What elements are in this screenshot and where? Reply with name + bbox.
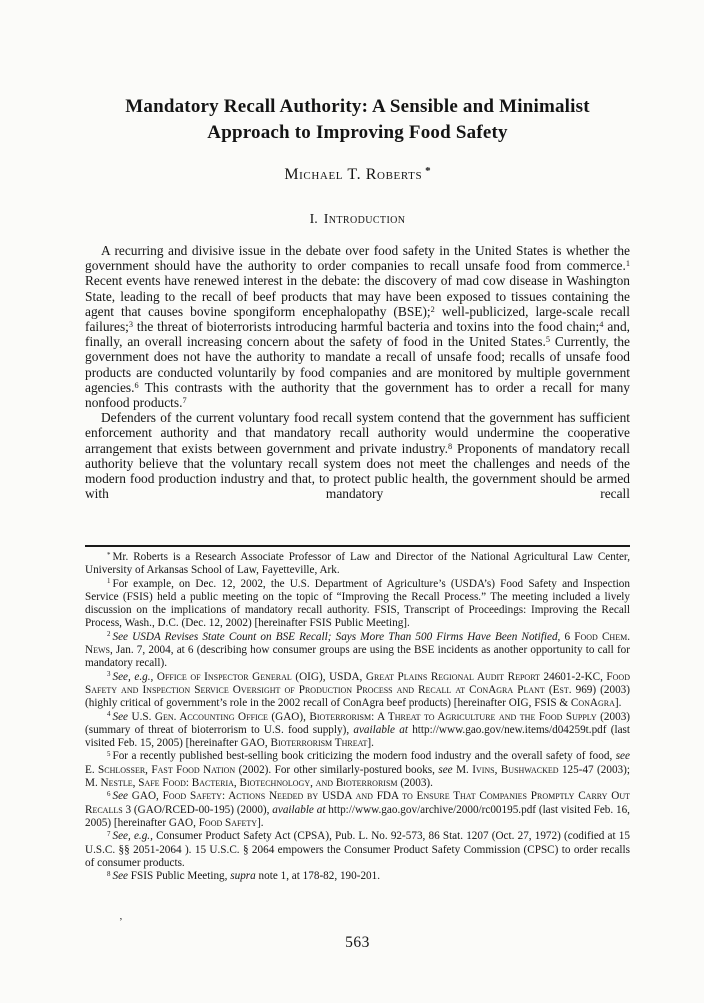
footnote-marker: 4 xyxy=(107,710,111,719)
text-run: Consumer Product Safety Act (CPSA), Pub. L. No. 92-573, 86 Stat. 1207 (Oct. 27, 1972) (codified at 15 U.S.C. §§ 2051-2064 ). 15 U.S.C. § 2064 empowers the Consumer Product Safety Commission (CPSC) to order recalls of consumer products. xyxy=(85,830,630,869)
footnote-marker: 1 xyxy=(107,577,111,586)
text-run: http://www.gao.gov/new.items/d04259t.pdf (last visited Feb. 15, 2005) [hereinafter GAO, xyxy=(85,723,630,750)
footnote-marker: 2 xyxy=(107,630,111,639)
article-title: Mandatory Recall Authority: A Sensible and Minimalist Approach to Improving Food Safety xyxy=(125,96,590,143)
text-run: 6 xyxy=(134,380,139,390)
text-run: See xyxy=(112,710,128,723)
text-run: See, e.g., xyxy=(112,670,157,683)
text-run: Nestle, Safe Food: Bacteria, Biotechnology, and Bioterrorism xyxy=(100,777,398,790)
text-run: Currently, the government does not have the authority to mandate a recall of unsafe food; recalls of unsafe food products are conducted voluntarily by food companies and are monitored by multiple government agencies. xyxy=(85,334,630,395)
text-run: This contrasts with the authority that the government has to order a recall for many nonfood products. xyxy=(85,379,630,411)
section-heading xyxy=(85,211,630,229)
text-run: See xyxy=(112,870,128,883)
author-name: Michael T. Roberts xyxy=(284,166,423,183)
text-run: Food Safety xyxy=(198,816,258,829)
text-run: available at xyxy=(353,723,408,736)
text-run: 2 xyxy=(430,304,435,314)
footnote-marker: 7 xyxy=(107,829,111,838)
text-run: supra xyxy=(230,870,256,883)
text-run: See USDA Revises State Count on BSE Recall; Says More Than 500 Firms Have Been Notified, xyxy=(112,630,561,643)
footnote-marker: 8 xyxy=(107,869,111,878)
text-run: See xyxy=(112,790,128,803)
text-run: see xyxy=(615,750,630,763)
text-run: see xyxy=(438,763,453,776)
text-run: (2003) (summary of threat of bioterrorism to U.S. food supply), xyxy=(85,710,631,736)
footnote-marker: 6 xyxy=(107,789,111,798)
text-run: 4 xyxy=(599,319,604,329)
footnote-block xyxy=(85,545,630,883)
text-run: available at xyxy=(272,803,326,816)
footnote-marker: 5 xyxy=(107,749,111,758)
text-run: Recent events have renewed interest in the debate: the discovery of mad cow disease in Washington State, leading to the recall of beef products that may have been exposed to tissues containing the agent that causes bovine spongiform encephalopathy (BSE); xyxy=(85,273,630,319)
text-run: 1 xyxy=(625,259,630,269)
footnote-separator-rule xyxy=(85,545,630,547)
body-paragraphs xyxy=(85,243,630,501)
footnote xyxy=(85,790,630,830)
body-paragraph xyxy=(85,410,630,501)
footnote xyxy=(85,551,630,578)
text-run: Ivins, Bushwacked xyxy=(472,763,559,776)
footnote xyxy=(85,870,630,883)
section-title: Introduction xyxy=(323,212,406,227)
text-run: Bioterrorism Threat xyxy=(270,737,368,750)
text-run: Food Chem. News xyxy=(85,630,630,657)
text-run: 7 xyxy=(182,395,187,405)
author-note-symbol: * xyxy=(425,165,431,177)
text-run: the threat of bioterrorists introducing harmful bacteria and toxins into the food chain; xyxy=(133,319,600,335)
text-run: A recurring and divisive issue in the debate over food safety in the United States is whether the government should have the authority to order companies to recall unsafe food from commerce. xyxy=(85,243,630,274)
text-run: ]. xyxy=(614,697,622,710)
author-line xyxy=(85,165,630,186)
text-run: , Jan. 7, 2004, at 6 (describing how consumer groups are using the BSE incidents as another opportunity to call for mandatory recall). xyxy=(85,644,630,670)
text-run: M. xyxy=(452,763,473,776)
text-run: and, finally, an overall increasing concern about the safety of food in the United States. xyxy=(85,319,631,350)
footnote xyxy=(85,830,630,870)
text-run: FSIS Public Meeting, xyxy=(128,870,231,883)
text-run: 3 (GAO/RCED-00-195) (2000), xyxy=(122,803,273,816)
text-run: E. xyxy=(85,763,99,776)
footnotes xyxy=(85,551,630,883)
footnote xyxy=(85,711,630,751)
text-run: U.S. Gen. Accounting Office (GAO), Bioterrorism: A Threat to Agriculture and the Food Supply xyxy=(131,710,597,723)
text-run: Schlosser, Fast Food Nation xyxy=(98,763,236,776)
text-run: ConAgra xyxy=(570,697,615,710)
text-run: Food Safety: Actions Needed by USDA and FDA to Ensure That Companies Promptly Carry Out Recalls xyxy=(85,790,630,816)
text-run: 6 xyxy=(560,630,575,643)
text-run: Office of Inspector General (OIG), USDA, Great Plains Regional Audit Report 24601-2-KC, Food Safety and Inspection Service Oversight of Production Process and Recall at ConAgra Plant (Est. 969) xyxy=(85,670,630,696)
footnote-marker: * xyxy=(107,550,111,559)
text-run: (2003) (highly critical of government’s role in the 2002 recall of ConAgra beef products) [hereinafter OIG, FSIS & xyxy=(85,683,630,710)
text-run: Defenders of the current voluntary food recall system contend that the government has sufficient enforcement authority and that mandatory recall authority would undermine the cooperative arrangement that exists between government and private industry. xyxy=(85,410,630,456)
section-number: I. xyxy=(309,212,318,227)
text-run: (2003). xyxy=(397,777,433,790)
page-number: 563 xyxy=(345,934,370,951)
text-run: ]. xyxy=(257,816,264,829)
footnote-marker: 3 xyxy=(107,670,111,679)
footnote xyxy=(85,671,630,711)
footnote xyxy=(85,750,630,790)
scan-artifact-mark: ’ xyxy=(119,916,123,928)
body-paragraph xyxy=(85,243,630,410)
text-run: GAO, xyxy=(128,790,163,803)
text-run: For example, on Dec. 12, 2002, the U.S. Department of Agriculture’s (USDA’s) Food Safety and Inspection Service (FSIS) held a public meeting on the topic of “Improving the Recall Process.” The meeting included a lively discussion on the implications of mandatory recall authority. FSIS, Transcript of Proceedings: Improving the Recall Process, Wash., D.C. (Dec. 12, 2002) [hereinafter FSIS Public Meeting]. xyxy=(85,577,630,630)
text-run: For a recently published best-selling book criticizing the modern food industry and the overall safety of food, xyxy=(112,750,616,763)
text-run: See, e.g., xyxy=(112,830,153,843)
text-run: note 1, at 178-82, 190-201. xyxy=(255,870,381,883)
text-run: 3 xyxy=(128,319,134,329)
footnote xyxy=(85,631,630,671)
text-run: 5 xyxy=(545,335,550,345)
text-run: 125-47 (2003); M. xyxy=(85,763,630,790)
text-run: Mr. Roberts is a Research Associate Professor of Law and Director of the National Agricultural Law Center, University of Arkansas School of Law, Fayetteville, Ark. xyxy=(85,551,630,577)
text-run: Proponents of mandatory recall authority believe that the voluntary recall system does not meet the challenges and needs of the modern food production industry and that, to protect public health, the government should be armed with mandatory recall xyxy=(85,440,630,502)
text-run: (2002). For other similarly-postured books, xyxy=(235,763,439,776)
front-matter xyxy=(85,94,630,229)
text-run: 8 xyxy=(447,441,453,451)
footnote xyxy=(85,578,630,631)
text-run: well-publicized, large-scale recall failures; xyxy=(85,303,630,335)
text-run: ]. xyxy=(367,737,374,750)
text-run: http://www.gao.gov/archive/2000/rc00195.pdf (last visited Feb. 16, 2005) [hereinafter GAO, xyxy=(85,803,630,829)
